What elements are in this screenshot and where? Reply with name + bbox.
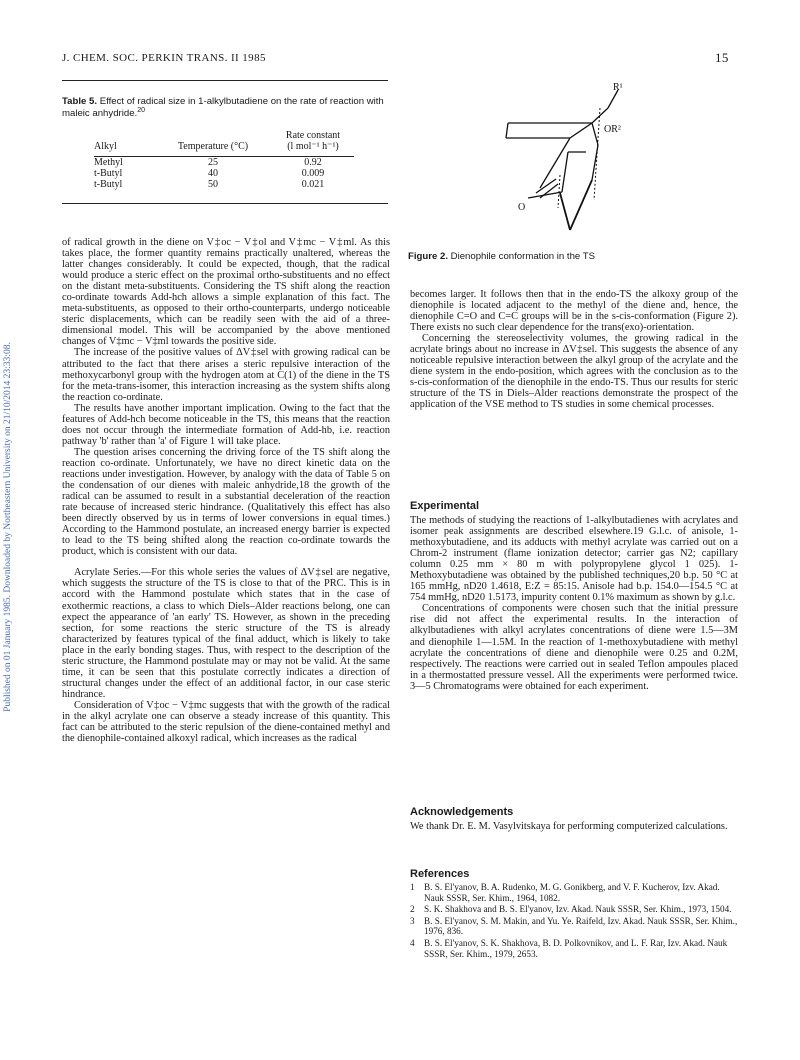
reference-text: S. K. Shakhova and B. S. El'yanov, Izv. Akad. Nauk SSSR, Ser. Khim., 1973, 1504. — [424, 904, 732, 915]
body-paragraph: of radical growth in the diene on V‡oc − V‡ol and V‡mc − V‡ml. As this takes place, the former quantity remains practically unaltered, whereas the latter changes considerably. It could be expected, though, that the radical would produce a steric effect on the proximal ortho-substituents and no effect on the distant meta-substituents. Considering the TS shift along the reaction co-ordinate towards Add-hch allows a simple explanation of this fact. The meta-substituents, as opposed to their ortho-counterparts, undergo noticeable steric displacements, which can be readily seen with the aid of a three-dimensional model. This will be accompanied by the above mentioned changes of V‡mc − V‡ml towards the positive side. — [62, 237, 390, 348]
reference-item — [410, 882, 740, 903]
body-paragraph: The methods of studying the reactions of 1-alkylbutadienes with acrylates and isomer peak assignments are described elsewhere.19 G.l.c. of anisole, 1-methoxybutadiene, and its adducts with methyl acrylate was carried out on a Chrom-2 instrument (flame ionization detector; carrier gas N2; capillary column 0.25 mm × 80 m with polypropylene glycol 1 025). 1-Methoxybutadiene was obtained by the published techniques,20 b.p. 50 °C at 165 mmHg, nD20 1.4618, E:Z = 85:15. Anisole had b.p. 154.0—154.5 °C at 754 mmHg, nD20 1.5173, impurity content 0.1% maximum as shown by g.l.c. — [410, 515, 738, 604]
figure-caption-text: Dienophile conformation in the TS — [450, 251, 596, 262]
cell-temp: 50 — [208, 178, 218, 190]
reference-item — [410, 916, 740, 937]
acknowledgements-section — [410, 821, 738, 832]
reference-text: B. S. El'yanov, B. A. Rudenko, M. G. Gonikberg, and V. F. Kucherov, Izv. Akad. Nauk SSSR, Ser. Khim., 1964, 1082. — [424, 882, 720, 903]
cell-temp: 25 — [208, 156, 218, 168]
table-caption-ref: 20 — [137, 106, 145, 114]
acknowledgements-text: We thank Dr. E. M. Vasylvitskaya for performing computerized calculations. — [410, 821, 728, 832]
cell-rate: 0.009 — [301, 167, 325, 179]
journal-header: J. CHEM. SOC. PERKIN TRANS. II 1985 — [62, 52, 266, 64]
body-paragraph: becomes larger. It follows then that in the endo-TS the alkoxy group of the dienophile is located adjacent to the methyl of the diene and, hence, the dienophile C=O and C=C groups will be in the s-cis-conformation (Figure 2). There exists no such clear dependence for the trans(exo)-orientation. — [410, 289, 738, 334]
experimental-heading: Experimental — [410, 500, 480, 512]
right-column — [410, 289, 738, 411]
cell-alkyl: t-Butyl — [94, 178, 123, 190]
table-caption — [62, 96, 388, 120]
table-bottom-rule — [62, 203, 388, 204]
reference-text: B. S. El'yanov, S. K. Shakhova, B. D. Polkovnikov, and L. F. Rar, Izv. Akad. Nauk SSSR, Ser. Khim., 1979, 2653. — [424, 937, 728, 959]
table-caption-text: Effect of radical size in 1-alkylbutadiene on the rate of reaction with maleic anhydride. — [62, 96, 384, 119]
header-rate-constant: Rate constant — [285, 130, 341, 141]
cell-alkyl: Methyl — [94, 156, 123, 168]
body-paragraph: The results have another important implication. Owing to the fact that the features of Add-hch become noticeable in the TS, this means that the reaction does not occur through the intermediate formation of Add-hb, i.e. reaction pathway 'b' rather than 'a' of Figure 1 will take place. — [62, 402, 390, 447]
table-row — [94, 168, 354, 179]
body-paragraph: The question arises concerning the driving force of the TS shift along the reaction co-ordinate. Unfortunately, we have no direct kinetic data on the reactions under investigation. However, by analogy with the data of Table 5 on the condensation of our dienes with maleic anhydride,18 the growth of the radical can be assumed to result in a substantial deceleration of the reaction rate because of increased steric hindrance. (Qualitatively this effect has also been directly observed by us in terms of lower conversions in equal times.) According to the Hammond postulate, an increased energy barrier is expected to lead to the TS being shifted along the reaction co-ordinate towards the product, which is consistent with our data. — [62, 446, 390, 558]
label-r1: R¹ — [613, 82, 623, 93]
figure-caption — [408, 251, 738, 263]
body-paragraph: Concerning the stereoselectivity volumes, the growing radical in the acrylate brings about no increase in ΔV‡sel. This suggests the absence of any noticeable repulsive interaction between the alkyl group of the acrylate and the diene system in the endo-position, which agrees with the conclusion as to the s-cis-conformation of the dienophile in the endo-TS. Thus our results for steric structure of the TS in Diels–Alder reactions demonstrate the prospect of the application of the VSE method to TS studies in some chemical processes. — [410, 333, 738, 411]
figure-caption-label: Figure 2. — [408, 251, 448, 262]
table-caption-label: Table 5. — [62, 96, 98, 107]
experimental-section — [410, 515, 738, 692]
body-paragraph: The increase of the positive values of ΔV‡sel with growing radical can be attributed to the fact that there arises a steric repulsive interaction of the methoxycarbonyl group with the hydrogen atom at C(1) of the diene in the TS for the meta-trans-isomer, this interaction increasing as the system shifts along the reaction co-ordinate. — [62, 347, 390, 403]
cell-rate: 0.92 — [304, 156, 322, 168]
reference-number: 4 — [410, 937, 415, 948]
table-top-rule — [62, 80, 388, 81]
rate-table — [94, 130, 354, 190]
cell-temp: 40 — [208, 167, 218, 179]
cell-rate: 0.021 — [301, 178, 325, 190]
label-or2: OR² — [604, 124, 621, 135]
references-heading: References — [410, 868, 470, 880]
label-oxygen: O — [518, 202, 526, 213]
table-row — [94, 156, 354, 168]
reference-text: B. S. El'yanov, S. M. Makin, and Yu. Ye. Raifeld, Izv. Akad. Nauk SSSR, Ser. Khim., 1976, 836. — [424, 915, 738, 937]
body-paragraph: Consideration of V‡oc − V‡mc suggests that with the growth of the radical in the alkyl acrylate one can observe a steady increase of this quantity. This fact can be attributed to the steric repulsion of the diene-contained methyl and the dienophile-contained alkoxyl radical, which increases as the radical — [62, 699, 390, 745]
body-paragraph: Concentrations of components were chosen such that the initial pressure rise did not affect the experimental results. In the interaction of alkylbutadienes with alkyl acrylates concentrations of diene were 1.5—3M and dienophile 1—1.5M. In the reaction of 1-methoxybutadiene with methyl acrylate the concentrations of diene and dienophile were 0.25 and 0.2M, respectively. The reactions were carried out in sealed Teflon ampoules placed in a thermostatted pressure vessel. All the experiments were performed twice. 3—5 Chromatograms were obtained for each experiment. — [410, 603, 738, 692]
reference-item — [410, 938, 740, 959]
cell-alkyl: t-Butyl — [94, 167, 123, 179]
left-column — [62, 237, 390, 744]
reference-number: 2 — [410, 904, 415, 915]
reference-number: 3 — [410, 915, 415, 926]
body-paragraph: Acrylate Series.—For this whole series the values of ΔV‡sel are negative, which suggests the structure of the TS is close to that of the PRC. This is in accord with the Hammond postulate which states that in the case of exothermic reactions, a class to which Diels–Alder reactions belong, one can expect the appearance of 'an early' TS. However, as shown in the preceding section, for some reactions the steric structure of the TS is already characterized by features typical of the final adduct, which is likely to take place in the early bonding stages. Thus, with respect to the description of the steric structure, the Hammond postulate may or may not be valid. At the same time, it can be seen that this postulate correctly indicates a direction of structural changes under the effect of an additional factor, in our case steric hindrance. — [62, 567, 390, 700]
acknowledgements-heading: Acknowledgements — [410, 806, 514, 818]
reference-item — [410, 904, 740, 915]
header-alkyl: Alkyl — [94, 141, 117, 152]
header-rate-units: (l mol⁻¹ h⁻¹) — [287, 141, 339, 152]
header-temperature: Temperature (°C) — [177, 141, 249, 152]
reference-number: 1 — [410, 882, 415, 892]
table-row — [94, 179, 354, 190]
dienophile-figure — [500, 80, 650, 245]
references-list — [410, 882, 740, 960]
download-watermark: Published on 01 January 1985. Downloaded by Northeastern University on 21/10/2014 23:33:08. — [3, 342, 13, 712]
page-number: 15 — [715, 50, 729, 65]
